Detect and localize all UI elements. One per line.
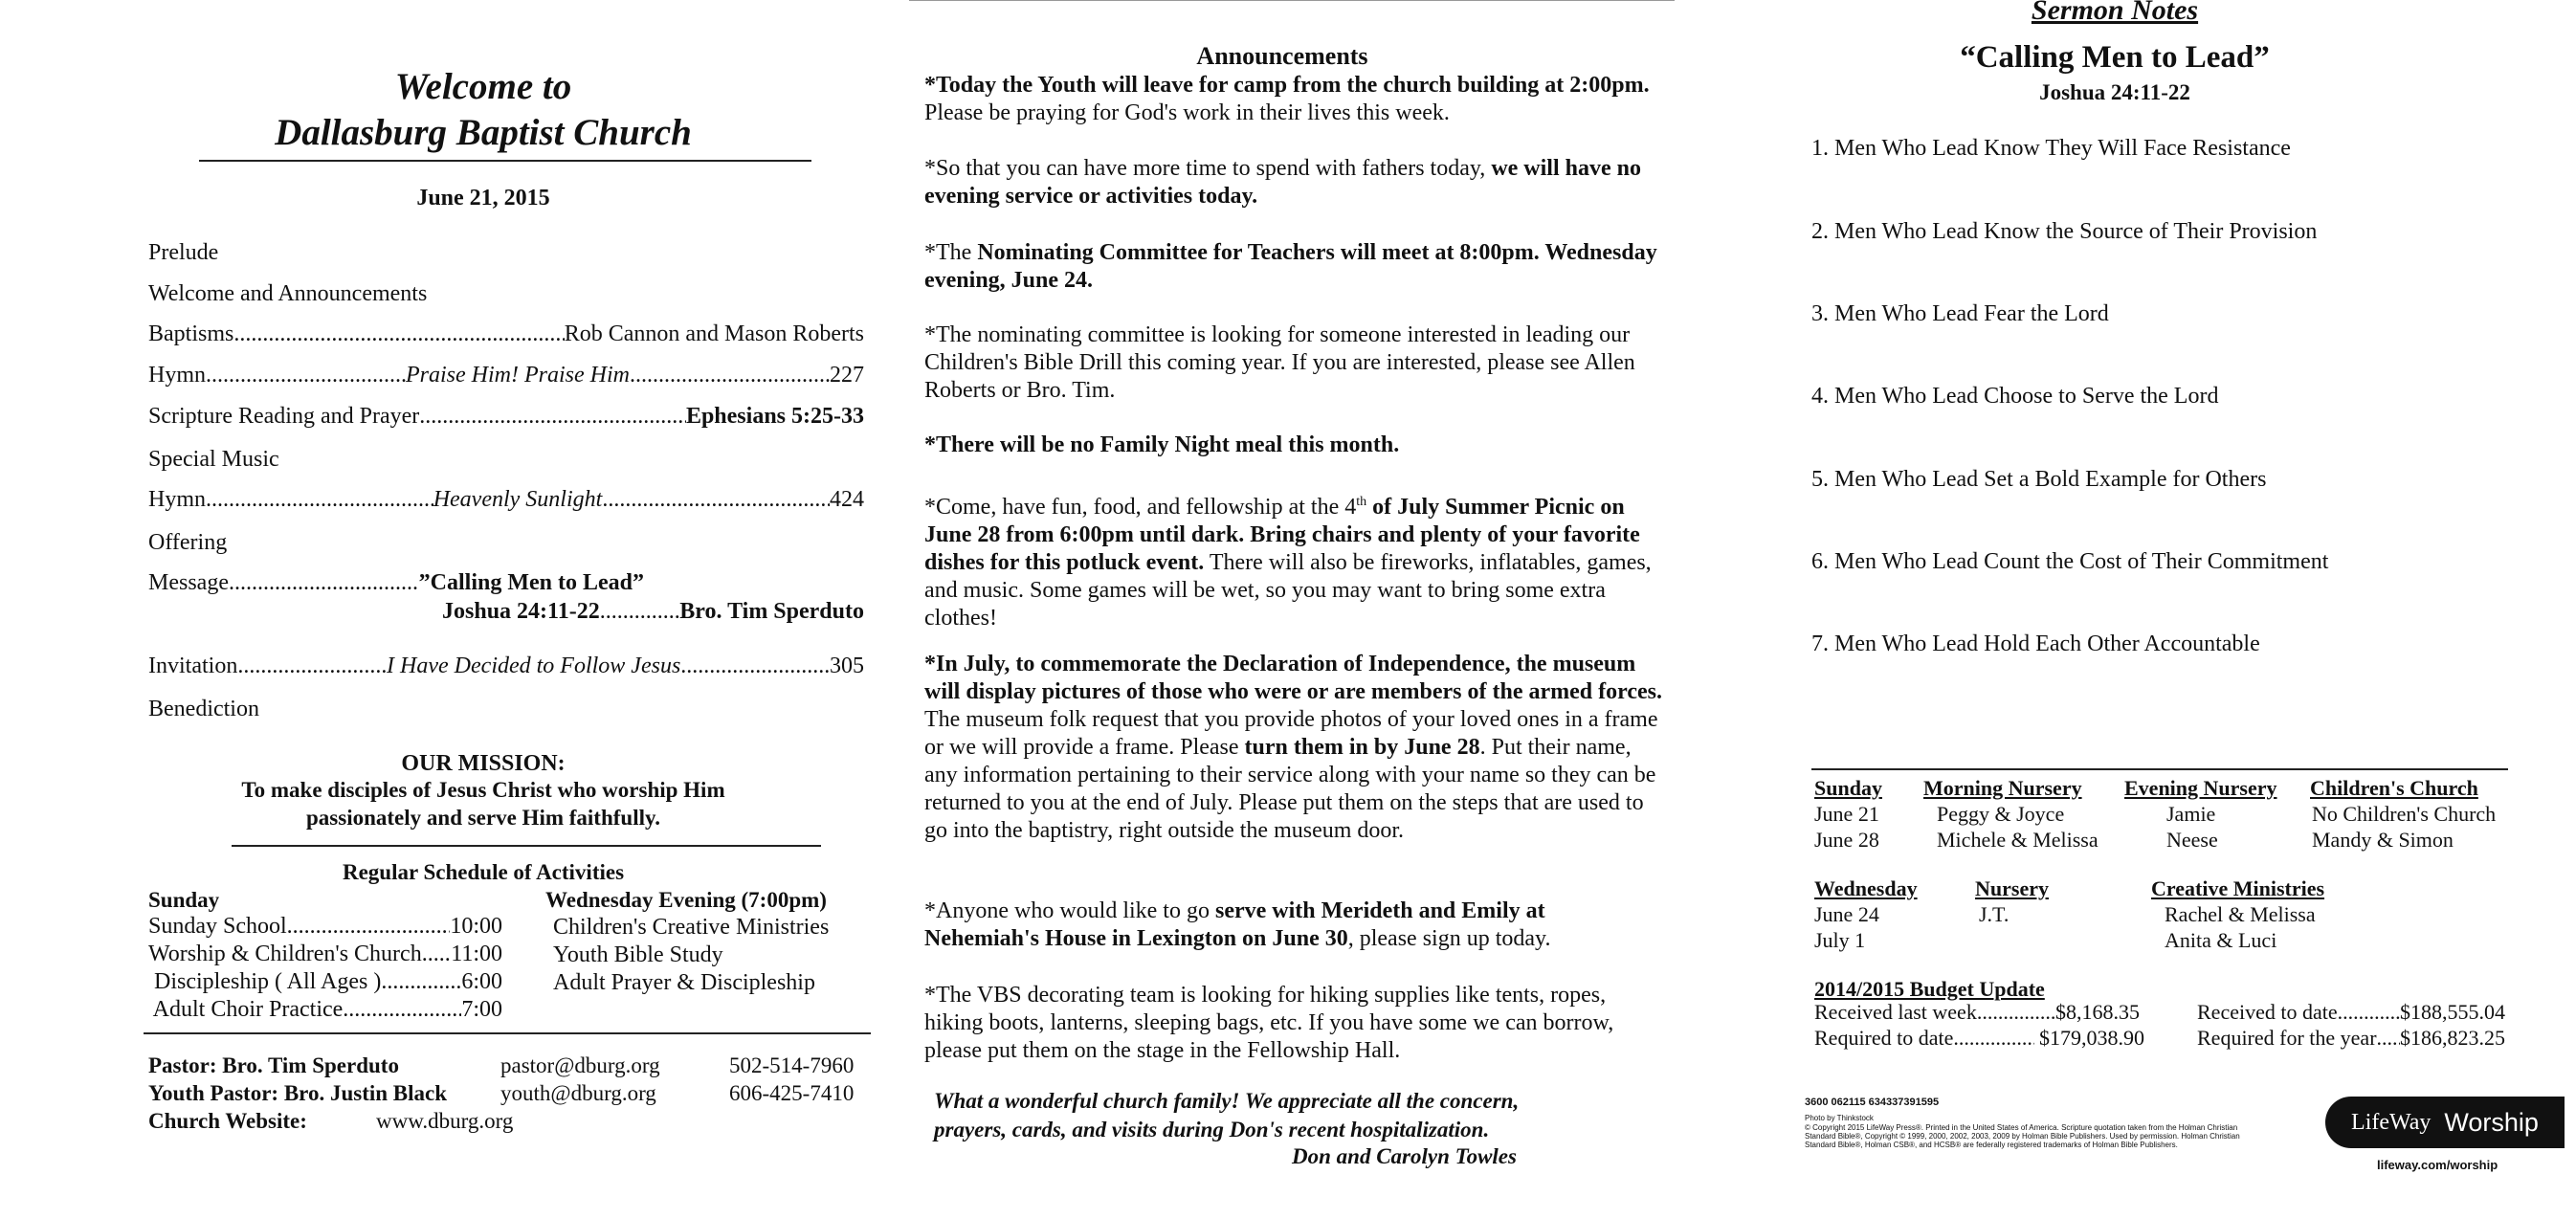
order-message: Message ..... ”Calling Men to Lead” <box>148 570 644 596</box>
wednesday-item: Adult Prayer & Discipleship <box>553 970 815 995</box>
order-welcome: Welcome and Announcements <box>148 281 428 306</box>
schedule-sunday-item: Discipleship ( All Ages ) ..... 6:00 <box>148 969 502 995</box>
contact-website: www.dburg.org <box>376 1109 514 1133</box>
table-cell: Peggy & Joyce <box>1937 802 2065 826</box>
welcome-title-line2: Dallasburg Baptist Church <box>275 112 692 153</box>
service-date: June 21, 2015 <box>416 186 550 211</box>
mission-line1: To make disciples of Jesus Christ who worship Him <box>241 778 725 802</box>
contact-email: youth@dburg.org <box>500 1081 656 1105</box>
wednesday-item: Children's Creative Ministries <box>553 915 830 940</box>
title-underline <box>199 160 811 162</box>
mission-title: OUR MISSION: <box>401 751 566 776</box>
schedule-sunday-title: Sunday <box>148 888 220 912</box>
table-cell: Neese <box>2166 828 2218 852</box>
contact-phone: 502-514-7960 <box>729 1053 855 1077</box>
budget-item: Received last week ..... $8,168.35 <box>1814 1000 2140 1025</box>
schedule-wednesday-title: Wednesday Evening (7:00pm) <box>545 888 827 912</box>
announcement-8: *Anyone who would like to go serve with Merideth and Emily at Nehemiah's House in Lexington on June 30, please sign up today. <box>924 898 1551 951</box>
table-cell: Michele & Melissa <box>1937 828 2099 852</box>
product-code: 3600 062115 634337391595 <box>1805 1097 1940 1108</box>
sermon-point: 4. Men Who Lead Choose to Serve the Lord <box>1811 384 2219 409</box>
order-prelude: Prelude <box>148 240 219 265</box>
wednesday-table-header: Nursery <box>1975 876 2049 900</box>
sermon-point: 6. Men Who Lead Count the Cost of Their Commitment <box>1811 549 2329 574</box>
table-cell: Mandy & Simon <box>2312 828 2454 852</box>
order-hymn-1: Hymn ..... Praise Him! Praise Him ..... 227 <box>148 363 864 388</box>
table-cell: No Children's Church <box>2312 802 2497 826</box>
thanks-signature: Don and Carolyn Towles <box>1292 1144 1517 1168</box>
schedule-title: Regular Schedule of Activities <box>342 860 625 884</box>
table-cell: Rachel & Melissa <box>2165 902 2316 926</box>
table-cell: Anita & Luci <box>2165 928 2277 952</box>
budget-item: Required for the year ..... $186,823.25 <box>2197 1026 2505 1051</box>
order-offering: Offering <box>148 530 228 555</box>
sermon-title: “Calling Men to Lead” <box>1960 40 2270 75</box>
table-cell: June 24 <box>1814 902 1879 926</box>
contact-email: pastor@dburg.org <box>500 1053 660 1077</box>
sermon-point: 1. Men Who Lead Know They Will Face Resistance <box>1811 136 2291 161</box>
sunday-table-header: Evening Nursery <box>2124 776 2277 800</box>
top-edge-line <box>909 0 1675 1</box>
wednesday-table-header: Wednesday <box>1814 876 1918 900</box>
lifeway-worship-logo <box>2325 1097 2565 1148</box>
sermon-point: 5. Men Who Lead Set a Bold Example for Others <box>1811 467 2267 492</box>
table-cell: June 28 <box>1814 828 1879 852</box>
budget-item: Required to date ..... $179,038.90 <box>1814 1026 2144 1051</box>
table-cell: June 21 <box>1814 802 1879 826</box>
announcement-5: *There will be no Family Night meal this month. <box>924 432 1400 457</box>
lifeway-url: lifeway.com/worship <box>2377 1158 2498 1172</box>
logo-worship: Worship <box>2444 1107 2539 1137</box>
schedule-divider <box>1811 768 2508 770</box>
logo-lifeway: LifeWay <box>2351 1109 2432 1135</box>
copyright: © Copyright 2015 LifeWay Press®. Printed in the United States of America. Scripture quotation taken from the Holman Christian Standard Bible®, Copyright © 1999, 2000, 2002, 2003, 2009 by Holman Bible Publishers. Used by permission. Holman Christian Standard Bible®, Holman CSB®, and HCSB® are federally registered trademarks of Holman Bible Publishers. <box>1805 1123 2240 1149</box>
contact-role: Church Website: <box>148 1109 307 1133</box>
schedule-sunday-item: Sunday School ..... 10:00 <box>148 914 502 940</box>
order-special-music: Special Music <box>148 447 279 472</box>
announcement-9: *The VBS decorating team is looking for hiking supplies like tents, ropes, hiking boots, lanterns, sleeping bags, etc. If you have some we can borrow, please put them on the stage in the Fellowship Hall. <box>924 983 1614 1063</box>
announcement-6: *Come, have fun, food, and fellowship at the 4th of July Summer Picnic on June 28 from 6:00pm until dark. Bring chairs and plenty of your favorite dishes for this potluck event. There will also be fireworks, inflatables, games, and music. Some games will be wet, so you may want to bring some extra clothes! <box>924 495 1652 631</box>
order-message-scripture: Joshua 24:11-22 ..... Bro. Tim Sperduto <box>442 599 864 625</box>
order-invitation: Invitation ..... I Have Decided to Follow Jesus ..... 305 <box>148 654 864 679</box>
contact-role: Pastor: Bro. Tim Sperduto <box>148 1053 399 1077</box>
photo-credit: Photo by Thinkstock <box>1805 1114 1874 1122</box>
order-benediction: Benediction <box>148 697 259 721</box>
order-baptisms: Baptisms ..... Rob Cannon and Mason Roberts <box>148 321 864 347</box>
sermon-point: 3. Men Who Lead Fear the Lord <box>1811 301 2109 326</box>
thanks-line2: prayers, cards, and visits during Don's recent hospitalization. <box>934 1118 1490 1141</box>
announcement-4: *The nominating committee is looking for someone interested in leading our Children's Bible Drill this coming year. If you are interested, please see Allen Roberts or Bro. Tim. <box>924 322 1635 403</box>
announcements-title: Announcements <box>1196 42 1368 70</box>
schedule-sunday-item: Adult Choir Practice ..... 7:00 <box>148 997 502 1023</box>
sermon-point: 2. Men Who Lead Know the Source of Their Provision <box>1811 219 2318 244</box>
budget-item: Received to date ..... $188,555.04 <box>2197 1000 2505 1025</box>
sunday-table-header: Morning Nursery <box>1923 776 2082 800</box>
contact-phone: 606-425-7410 <box>729 1081 855 1105</box>
contact-role: Youth Pastor: Bro. Justin Black <box>148 1081 448 1105</box>
announcement-3: *The Nominating Committee for Teachers will meet at 8:00pm. Wednesday evening, June 24. <box>924 240 1657 293</box>
budget-title: 2014/2015 Budget Update <box>1814 977 2045 1001</box>
sermon-scripture: Joshua 24:11-22 <box>2039 80 2190 104</box>
announcement-2: *So that you can have more time to spend with fathers today, we will have no evening service or activities today. <box>924 156 1641 209</box>
schedule-sunday-item: Worship & Children's Church ..... 11:00 <box>148 942 502 967</box>
sunday-table-header: Children's Church <box>2310 776 2478 800</box>
order-hymn-2: Hymn ..... Heavenly Sunlight ..... 424 <box>148 487 864 513</box>
table-cell: Jamie <box>2166 802 2216 826</box>
table-cell: July 1 <box>1814 928 1866 952</box>
announcement-7: *In July, to commemorate the Declaration of Independence, the museum will display pictures of those who were or are members of the armed forces. The museum folk request that you provide photos of your loved ones in a frame or we will provide a frame. Please turn them in by June 28. Put their name, any information pertaining to their service along with your name so they can be returned to you at the end of July. Please put them on the steps that are used to go into the baptistry, right outside the museum door. <box>924 652 1662 843</box>
sermon-point: 7. Men Who Lead Hold Each Other Accountable <box>1811 632 2260 656</box>
mission-divider <box>232 845 821 847</box>
contacts-divider <box>144 1032 871 1034</box>
thanks-line1: What a wonderful church family! We appreciate all the concern, <box>934 1089 1520 1113</box>
wednesday-table-header: Creative Ministries <box>2151 876 2325 900</box>
sunday-table-header: Sunday <box>1814 776 1882 800</box>
welcome-title-line1: Welcome to <box>394 66 572 107</box>
order-scripture: Scripture Reading and Prayer ..... Ephesians 5:25-33 <box>148 404 864 430</box>
sermon-notes-header: Sermon Notes <box>2031 0 2199 26</box>
mission-line2: passionately and serve Him faithfully. <box>306 806 660 830</box>
wednesday-item: Youth Bible Study <box>553 942 723 967</box>
announcement-1: *Today the Youth will leave for camp from the church building at 2:00pm. Please be praying for God's work in their lives this week. <box>924 73 1650 125</box>
table-cell: J.T. <box>1979 902 2010 926</box>
